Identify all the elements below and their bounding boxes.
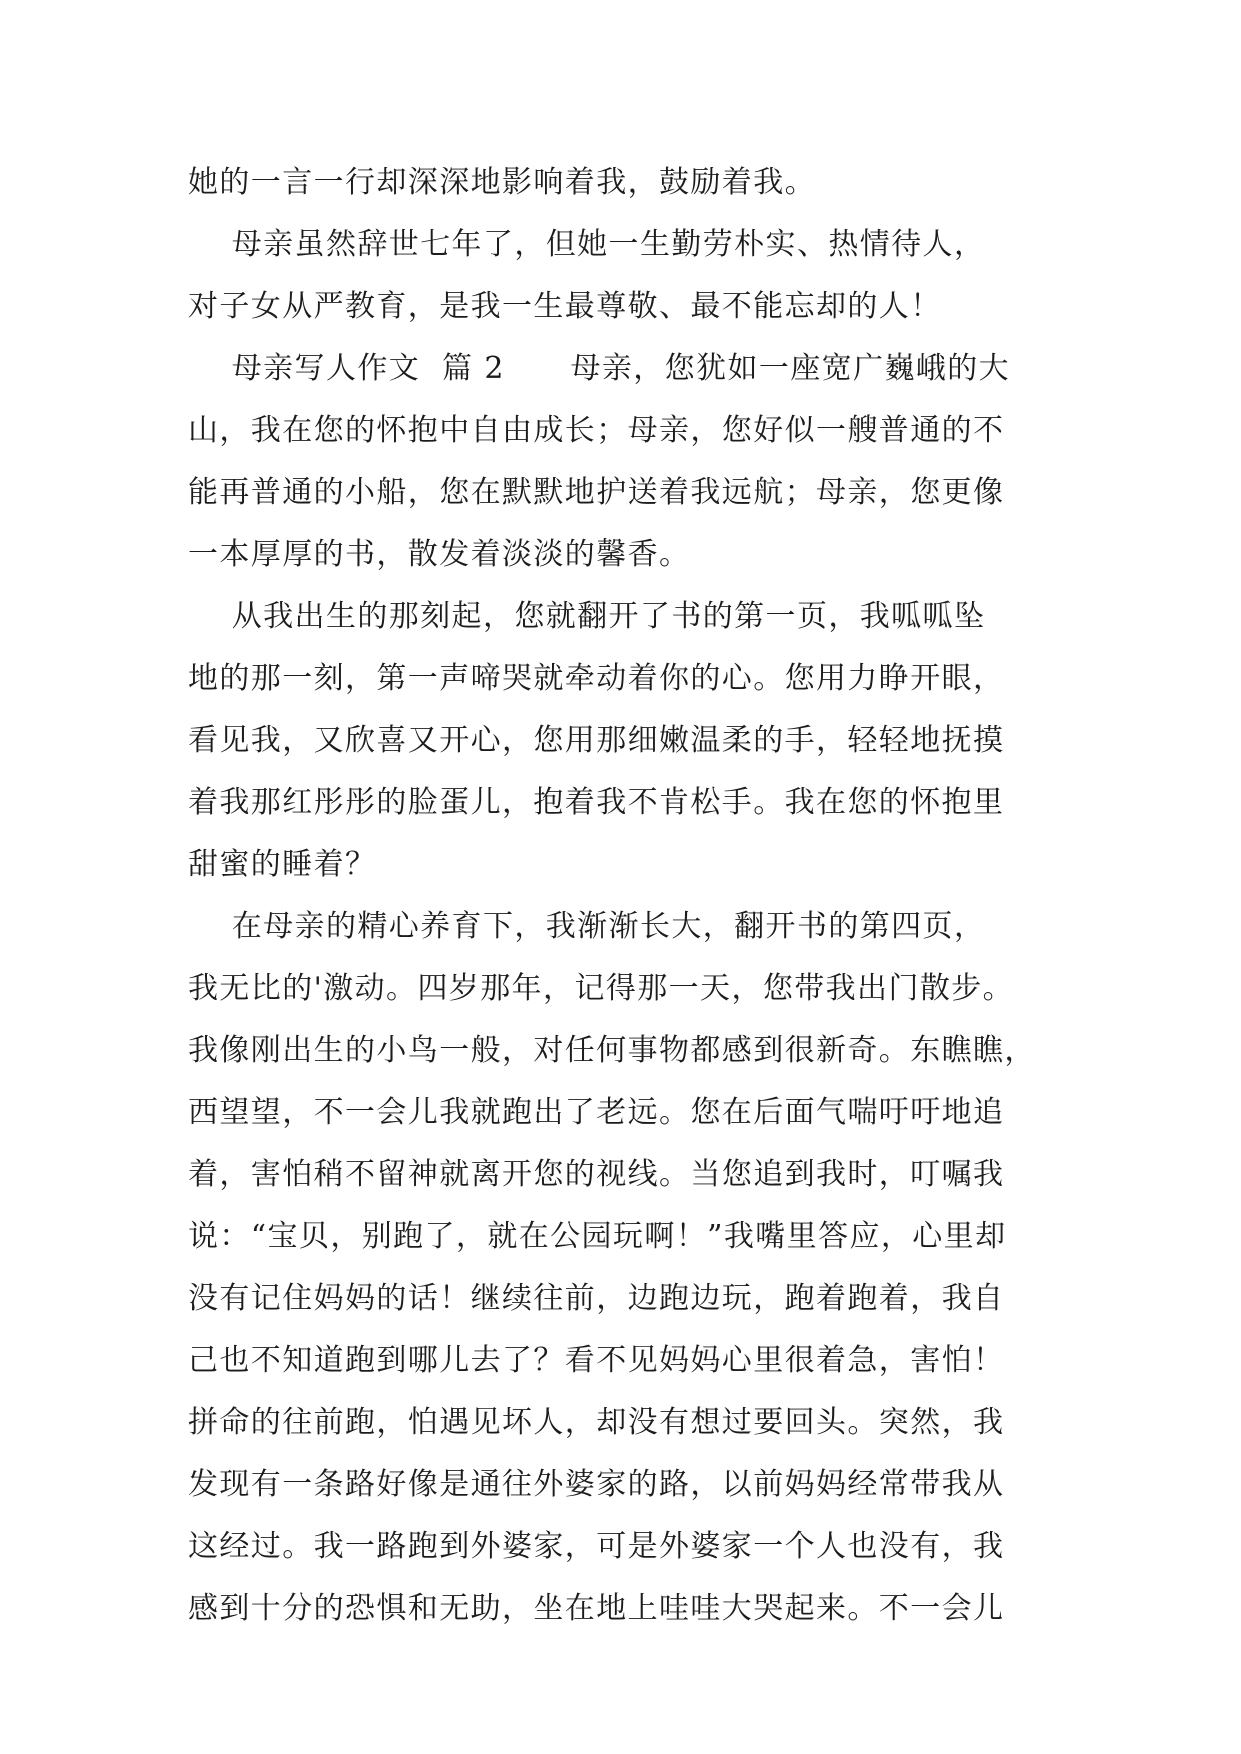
text-line: 能再普通的小船，您在默默地护送着我远航；母亲，您更像 [188, 475, 1005, 510]
text-line: 西望望，不一会儿我就跑出了老远。您在后面气喘吁吁地追 [188, 1095, 1005, 1130]
text-line: 这经过。我一路跑到外婆家，可是外婆家一个人也没有，我 [188, 1529, 1005, 1564]
essay-text [188, 152, 1088, 1640]
text-line: 没有记住妈妈的话！继续往前，边跑边玩，跑着跑着，我自 [188, 1281, 1005, 1316]
text-line: 母亲虽然辞世七年了，但她一生勤劳朴实、热情待人， [188, 227, 986, 262]
text-line: 着，害怕稍不留神就离开您的视线。当您追到我时，叮嘱我 [188, 1157, 1005, 1192]
text-line: 她的一言一行却深深地影响着我，鼓励着我。 [188, 165, 816, 200]
text-line: 己也不知道跑到哪儿去了？看不见妈妈心里很着急，害怕！ [188, 1343, 1005, 1378]
text-line: 说：“宝贝，别跑了，就在公园玩啊！”我嘴里答应，心里却 [188, 1219, 1007, 1254]
text-line: 甜蜜的睡着？ [188, 847, 377, 882]
text-line: 着我那红彤彤的脸蛋儿，抱着我不肯松手。我在您的怀抱里 [188, 785, 1005, 820]
text-line: 山，我在您的怀抱中自由成长；母亲，您好似一艘普通的不 [188, 413, 1005, 448]
text-line: 对子女从严教育，是我一生最尊敬、最不能忘却的人！ [188, 289, 942, 324]
text-line: 母亲写人作文 篇 2 母亲，您犹如一座宽广巍峨的大 [188, 351, 1011, 386]
text-line: 感到十分的恐惧和无助，坐在地上哇哇大哭起来。不一会儿 [188, 1591, 1005, 1626]
text-line: 看见我，又欣喜又开心，您用那细嫩温柔的手，轻轻地抚摸 [188, 723, 1005, 758]
text-line: 发现有一条路好像是通往外婆家的路，以前妈妈经常带我从 [188, 1467, 1005, 1502]
text-line: 我像刚出生的小鸟一般，对任何事物都感到很新奇。东瞧瞧， [188, 1033, 1036, 1068]
text-line: 我无比的'激动。四岁那年，记得那一天，您带我出门散步。 [188, 971, 1015, 1006]
text-line: 一本厚厚的书，散发着淡淡的馨香。 [188, 537, 691, 572]
text-line: 地的那一刻，第一声啼哭就牵动着你的心。您用力睁开眼， [188, 661, 1005, 696]
text-line: 拼命的往前跑，怕遇见坏人，却没有想过要回头。突然，我 [188, 1405, 1005, 1440]
text-line: 从我出生的那刻起，您就翻开了书的第一页，我呱呱坠 [188, 599, 986, 634]
text-line: 在母亲的精心养育下，我渐渐长大，翻开书的第四页， [188, 909, 986, 944]
